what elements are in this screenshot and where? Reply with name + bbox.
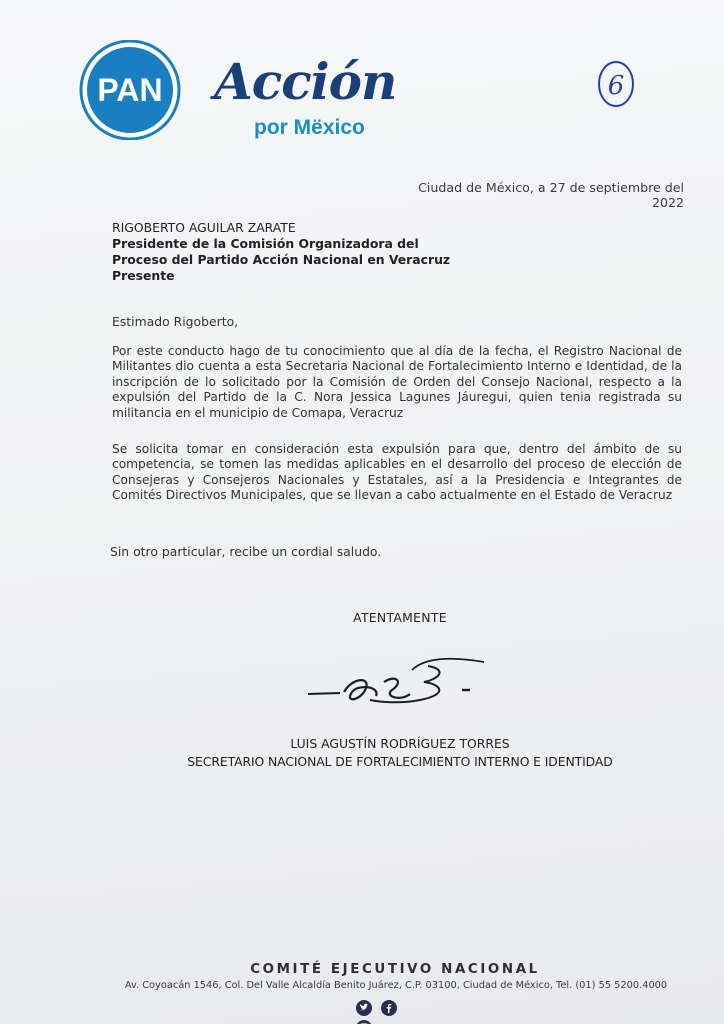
place-and-date: Ciudad de México, a 27 de septiembre del 2022 — [418, 180, 684, 210]
closing-line: Sin otro particular, recibe un cordial saludo. — [110, 544, 382, 559]
recipient-name: RIGOBERTO AGUILAR ZARATE — [112, 220, 296, 235]
twitter-icon — [356, 1000, 372, 1016]
body-paragraph-2: Se solicita tomar en consideración esta expulsión para que, dentro del ámbito de su competencia, se tomen las medidas aplicables en el desarrollo del proceso de elección de Consejeras y Consejeros Nacionales y Estatales, así a la Presidencia e Integrantes de Comités Directivos Municipales, que se llevan a cabo actualmente en el Estado de Veracruz — [112, 442, 682, 503]
page-number-text: 6 — [607, 71, 625, 101]
body-paragraph-1: Por este conducto hago de tu conocimiento que al día de la fecha, el Registro Nacional de Militantes dio cuenta a esta Secretaria Nacional de Fortalecimiento Interno e Identidad, de la inscripción de lo solicitado por la Comisión de Orden del Consejo Nacional, respecto a la expulsión del Partido de la C. Nora Jessica Lagunes Jáuregui, quien tenia registrada su militancia en el municipio de Comapa, Veracruz — [112, 344, 682, 420]
pan-logo — [78, 40, 182, 140]
footer-address: Av. Coyoacán 1546, Col. Del Valle Alcaldía Benito Juárez, C.P. 03100, Ciudad de México, Tel. (01) 55 5200.4000 — [124, 980, 668, 991]
facebook-icon — [381, 1000, 397, 1016]
recipient-presente: Presente — [112, 268, 175, 283]
footer-organization: COMITÉ EJECUTIVO NACIONAL — [250, 962, 540, 977]
recipient-title-line-2: Proceso del Partido Acción Nacional en Veracruz — [112, 252, 451, 267]
footer-social-icons — [356, 1000, 426, 1022]
letterhead — [78, 40, 658, 150]
handwritten-signature — [300, 648, 500, 718]
greeting: Estimado Rigoberto, — [112, 314, 239, 329]
recipient-block — [112, 220, 532, 284]
atentamente-label: ATENTAMENTE — [353, 610, 447, 625]
por-mexico-logo-word: por Mëxico — [254, 116, 365, 139]
signer-title: SECRETARIO NACIONAL DE FORTALECIMIENTO INTERNO E IDENTIDAD — [187, 754, 613, 769]
signer-name: LUIS AGUSTÍN RODRÍGUEZ TORRES — [290, 736, 510, 751]
instagram-icon — [356, 1020, 372, 1024]
recipient-title-line-1: Presidente de la Comisión Organizadora del — [112, 236, 419, 251]
pan-logo-text: PAN — [97, 72, 163, 108]
handwritten-page-number — [596, 58, 636, 110]
accion-logo-word: Acción — [214, 52, 397, 111]
